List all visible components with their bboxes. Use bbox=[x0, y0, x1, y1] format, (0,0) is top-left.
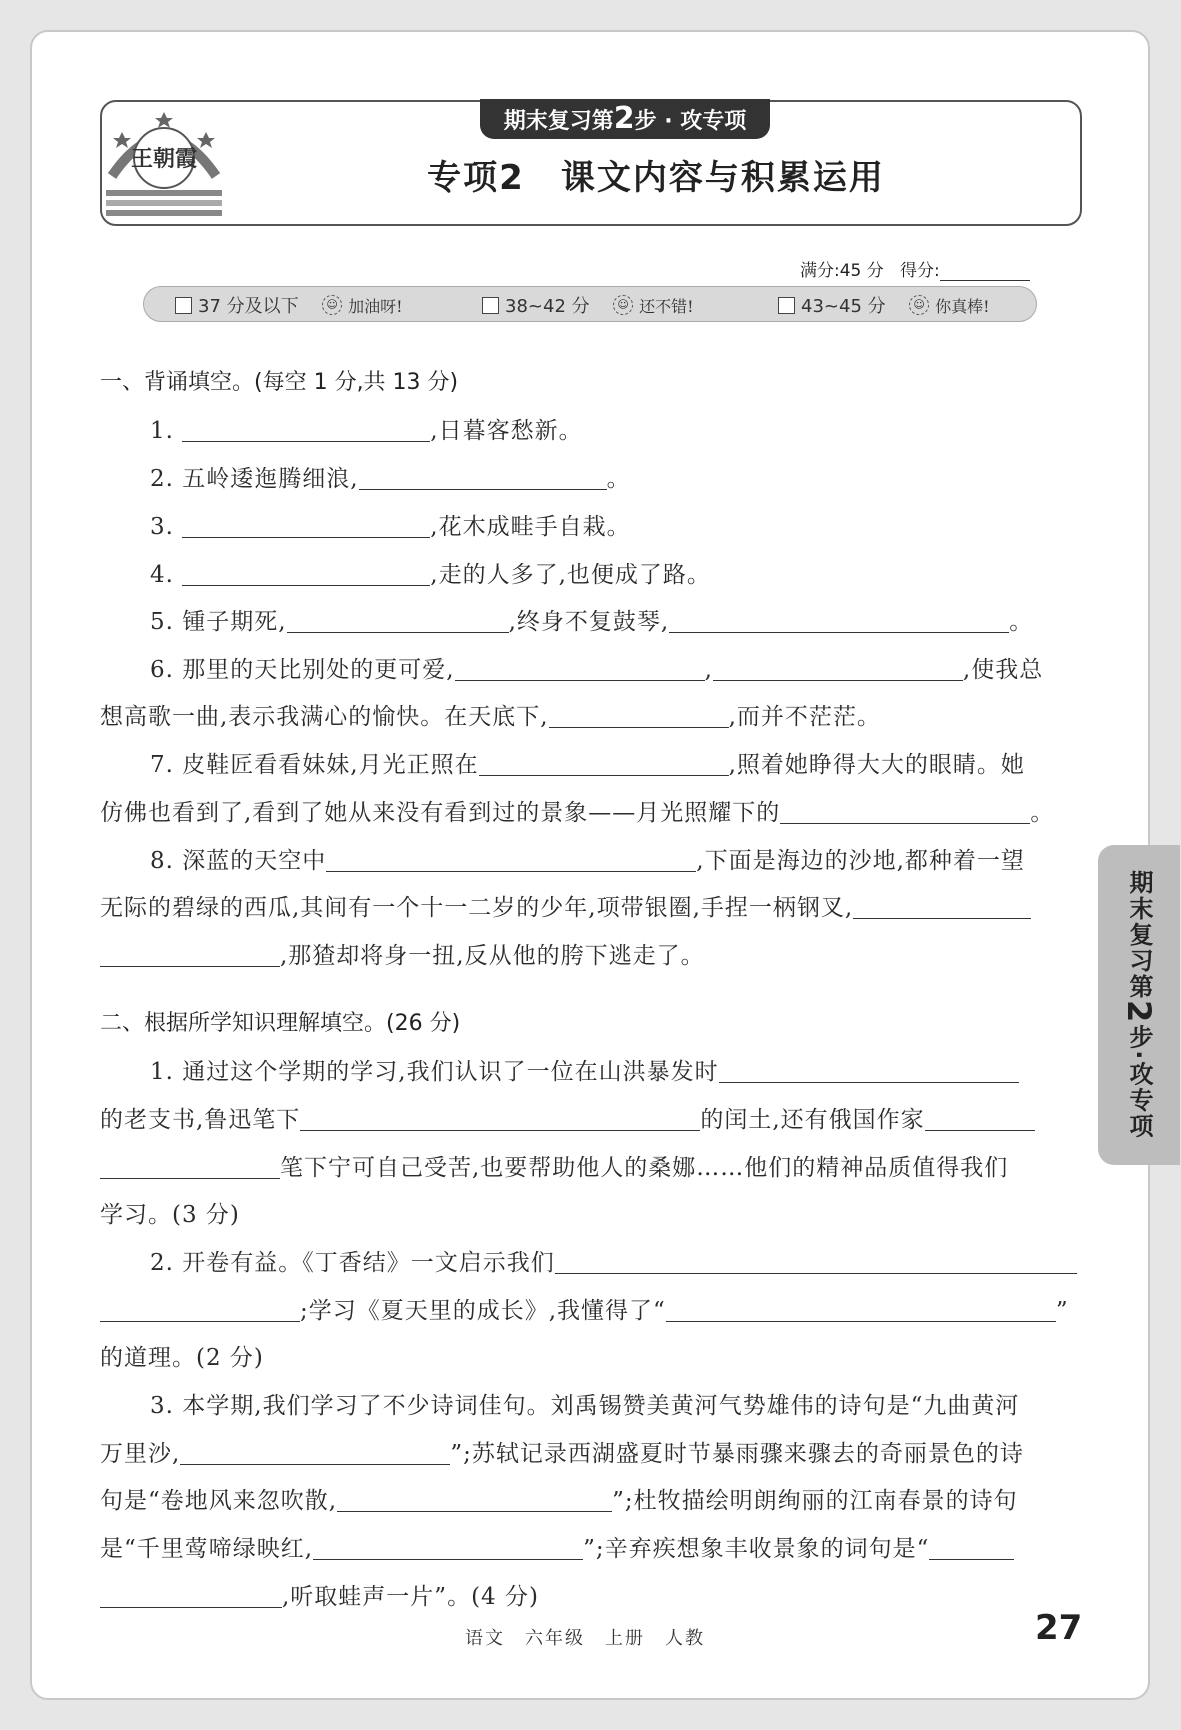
answer-blank[interactable] bbox=[713, 654, 963, 681]
s1-q8: 8. 深蓝的天空中 ,下面是海边的沙地,都种着一望 bbox=[150, 842, 1025, 875]
s2-q1-line2: 的老支书,鲁迅笔下 的闰土,还有俄国作家 bbox=[100, 1101, 1035, 1134]
s2-q2-line2: ;学习《夏天里的成长》,我懂得了“ ” bbox=[100, 1292, 1069, 1325]
score-line bbox=[800, 256, 1030, 281]
answer-blank[interactable] bbox=[780, 797, 1030, 824]
face-icon: ☺ bbox=[909, 295, 929, 315]
s2-q2-line3: 的道理。(2 分) bbox=[100, 1345, 264, 1371]
answer-blank[interactable] bbox=[182, 511, 430, 538]
answer-blank[interactable] bbox=[719, 1056, 1019, 1083]
s2-q3-line3: 句是“卷地风来忽吹散, ”;杜牧描绘明朗绚丽的江南春景的诗句 bbox=[100, 1482, 1018, 1515]
s1-q5: 5. 锺子期死, ,终身不复鼓琴, 。 bbox=[150, 603, 1033, 636]
s1-q2: 2. 五岭逶迤腾细浪, 。 bbox=[150, 460, 631, 493]
s1-q7-line2: 仿佛也看到了,看到了她从来没有看到过的景象——月光照耀下的 。 bbox=[100, 794, 1054, 827]
answer-blank[interactable] bbox=[666, 1295, 1056, 1322]
face-icon: ☺ bbox=[613, 295, 633, 315]
answer-blank[interactable] bbox=[555, 1247, 1077, 1274]
answer-blank[interactable] bbox=[925, 1104, 1035, 1131]
rating-high: 43~45 分 ☺ 你真棒! bbox=[778, 293, 990, 317]
answer-blank[interactable] bbox=[300, 1104, 700, 1131]
answer-blank[interactable] bbox=[100, 940, 280, 967]
answer-blank[interactable] bbox=[287, 606, 509, 633]
answer-blank[interactable] bbox=[313, 1533, 583, 1560]
s2-q3-line4: 是“千里莺啼绿映红, ”;辛弃疾想象丰收景象的词句是“ bbox=[100, 1530, 1014, 1563]
s2-q1-line4: 学习。(3 分) bbox=[100, 1202, 240, 1228]
checkbox[interactable] bbox=[778, 297, 795, 314]
s1-q7: 7. 皮鞋匠看看妹妹,月光正照在 ,照着她睁得大大的眼睛。她 bbox=[150, 746, 1025, 779]
answer-blank[interactable] bbox=[669, 606, 1009, 633]
section2-title: 二、根据所学知识理解填空。(26 分) bbox=[100, 1011, 461, 1036]
s2-q1: 1. 通过这个学期的学习,我们认识了一位在山洪暴发时 bbox=[150, 1053, 1019, 1086]
rating-mid: 38~42 分 ☺ 还不错! bbox=[482, 293, 694, 317]
answer-blank[interactable] bbox=[100, 1295, 300, 1322]
s1-q3: 3. ,花木成畦手自栽。 bbox=[150, 508, 631, 541]
page-title: 专项2 课文内容与积累运用 bbox=[427, 158, 885, 198]
answer-blank[interactable] bbox=[100, 1152, 280, 1179]
full-score: 满分:45 分 bbox=[800, 261, 884, 281]
s2-q2: 2. 开卷有益。《丁香结》一文启示我们 bbox=[150, 1244, 1077, 1277]
answer-blank[interactable] bbox=[549, 701, 729, 728]
svg-text:王朝霞: 王朝霞 bbox=[130, 146, 198, 172]
answer-blank[interactable] bbox=[100, 1581, 282, 1608]
brand-logo bbox=[100, 106, 228, 222]
s1-q4: 4. ,走的人多了,也便成了路。 bbox=[150, 556, 711, 589]
s1-q8-line3: ,那猹却将身一扭,反从他的胯下逃走了。 bbox=[100, 937, 705, 970]
answer-blank[interactable] bbox=[180, 1438, 450, 1465]
answer-blank[interactable] bbox=[455, 654, 705, 681]
s1-q6: 6. 那里的天比别处的更可爱, , ,使我总 bbox=[150, 651, 1043, 684]
side-tab: 期末复习第2步·攻专项 bbox=[1098, 845, 1180, 1165]
s1-q6-line2: 想高歌一曲,表示我满心的愉快。在天底下, ,而并不茫茫。 bbox=[100, 698, 881, 731]
face-icon: ☺ bbox=[322, 295, 342, 315]
s1-q8-line2: 无际的碧绿的西瓜,其间有一个十一二岁的少年,项带银圈,手捏一柄钢叉, bbox=[100, 889, 1031, 922]
rating-low: 37 分及以下 ☺ 加油呀! bbox=[175, 293, 403, 317]
answer-blank[interactable] bbox=[326, 845, 696, 872]
answer-blank[interactable] bbox=[853, 892, 1031, 919]
checkbox[interactable] bbox=[175, 297, 192, 314]
checkbox[interactable] bbox=[482, 297, 499, 314]
answer-blank[interactable] bbox=[359, 463, 607, 490]
s2-q3-line5: ,听取蛙声一片”。(4 分) bbox=[100, 1578, 539, 1611]
footer-text: 语文 六年级 上册 人教 bbox=[465, 1628, 705, 1649]
score-label: 得分: bbox=[899, 261, 940, 281]
answer-blank[interactable] bbox=[182, 415, 430, 442]
step-banner: 期末复习第2步 · 攻专项 bbox=[480, 99, 770, 139]
answer-blank[interactable] bbox=[182, 559, 430, 586]
s2-q1-line3: 笔下宁可自己受苦,也要帮助他人的桑娜……他们的精神品质值得我们 bbox=[100, 1149, 1008, 1182]
section1-title: 一、背诵填空。(每空 1 分,共 13 分) bbox=[100, 370, 459, 395]
answer-blank[interactable] bbox=[337, 1485, 612, 1512]
answer-blank[interactable] bbox=[929, 1533, 1014, 1560]
page-number: 27 bbox=[1035, 1608, 1083, 1648]
s2-q3: 3. 本学期,我们学习了不少诗词佳句。刘禹锡赞美黄河气势雄伟的诗句是“九曲黄河 bbox=[150, 1393, 1020, 1419]
s1-q1: 1. ,日暮客愁新。 bbox=[150, 412, 583, 445]
score-blank[interactable] bbox=[940, 280, 1030, 281]
s2-q3-line2: 万里沙, ”;苏轼记录西湖盛夏时节暴雨骤来骤去的奇丽景色的诗 bbox=[100, 1435, 1024, 1468]
answer-blank[interactable] bbox=[479, 749, 729, 776]
